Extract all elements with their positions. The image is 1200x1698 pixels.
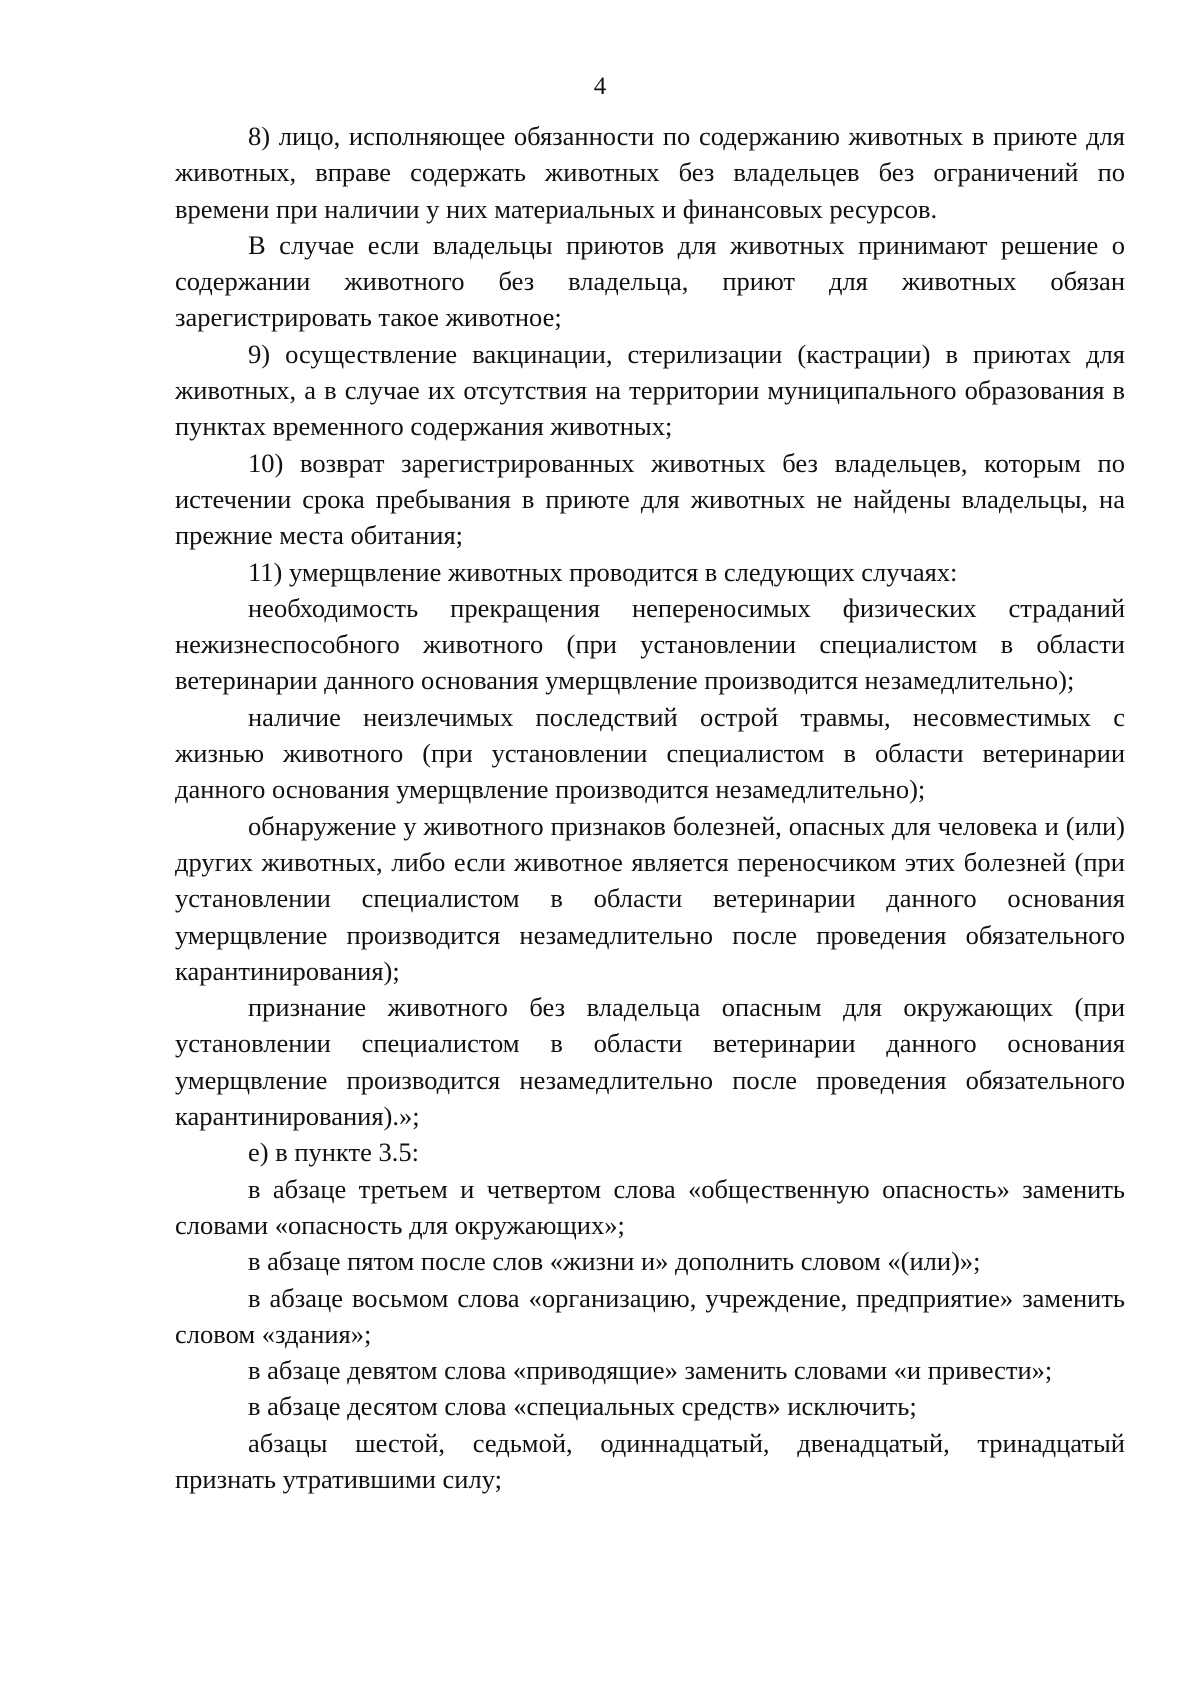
paragraph: в абзаце восьмом слова «организацию, учреждение, предприятие» заменить словом «здания»; xyxy=(175,1282,1125,1349)
paragraph: 10) возврат зарегистрированных животных без владельцев, которым по истечении срока пребывания в приюте для животных не найдены владельцы, на прежние места обитания; xyxy=(175,447,1125,551)
document-body xyxy=(175,118,1125,1497)
paragraph: 8) лицо, исполняющее обязанности по содержанию животных в приюте для животных, вправе содержать животных без владельцев без ограничений по времени при наличии у них материальных и финансовых ресурсов. xyxy=(175,121,1125,224)
paragraph: е) в пункте 3.5: xyxy=(248,1137,419,1168)
paragraph: 9) осуществление вакцинации, стерилизации (кастрации) в приютах для животных, а в случае их отсутствия на территории муниципального образования в пунктах временного содержания животных; xyxy=(175,338,1125,442)
paragraph: наличие неизлечимых последствий острой травмы, несовместимых с жизнью животного (при установлении специалистом в области ветеринарии данного основания умерщвление производится незамедлительно); xyxy=(175,701,1125,805)
paragraph: 11) умерщвление животных проводится в следующих случаях: xyxy=(248,556,958,587)
paragraph: обнаружение у животного признаков болезней, опасных для человека и (или) других животных, либо если животное является переносчиком этих болезней (при установлении специалистом в области ветеринарии данного основания умерщвление производится незамедлительно после проведения обязательного карантинирования); xyxy=(175,810,1125,986)
paragraph: абзацы шестой, седьмой, одиннадцатый, двенадцатый, тринадцатый признать утратившими силу; xyxy=(175,1427,1125,1494)
paragraph: в абзаце десятом слова «специальных средств» исключить; xyxy=(248,1391,917,1422)
paragraph: в абзаце девятом слова «приводящие» заменить словами «и привести»; xyxy=(248,1355,1053,1386)
paragraph: признание животного без владельца опасным для окружающих (при установлении специалистом в области ветеринарии данного основания умерщвление производится незамедлительно после проведения обязательного карантинирования).»; xyxy=(175,992,1125,1132)
paragraph: в абзаце пятом после слов «жизни и» дополнить словом «(или)»; xyxy=(248,1246,981,1277)
paragraph: необходимость прекращения непереносимых физических страданий нежизнеспособного животного (при установлении специалистом в области ветеринарии данного основания умерщвление производится незамедлительно); xyxy=(175,592,1125,696)
paragraph: в абзаце третьем и четвертом слова «общественную опасность» заменить словами «опасность для окружающих»; xyxy=(175,1173,1125,1240)
page-number: 4 xyxy=(593,73,607,100)
paragraph: В случае если владельцы приютов для животных принимают решение о содержании животного без владельца, приют для животных обязан зарегистрировать такое животное; xyxy=(175,229,1125,333)
